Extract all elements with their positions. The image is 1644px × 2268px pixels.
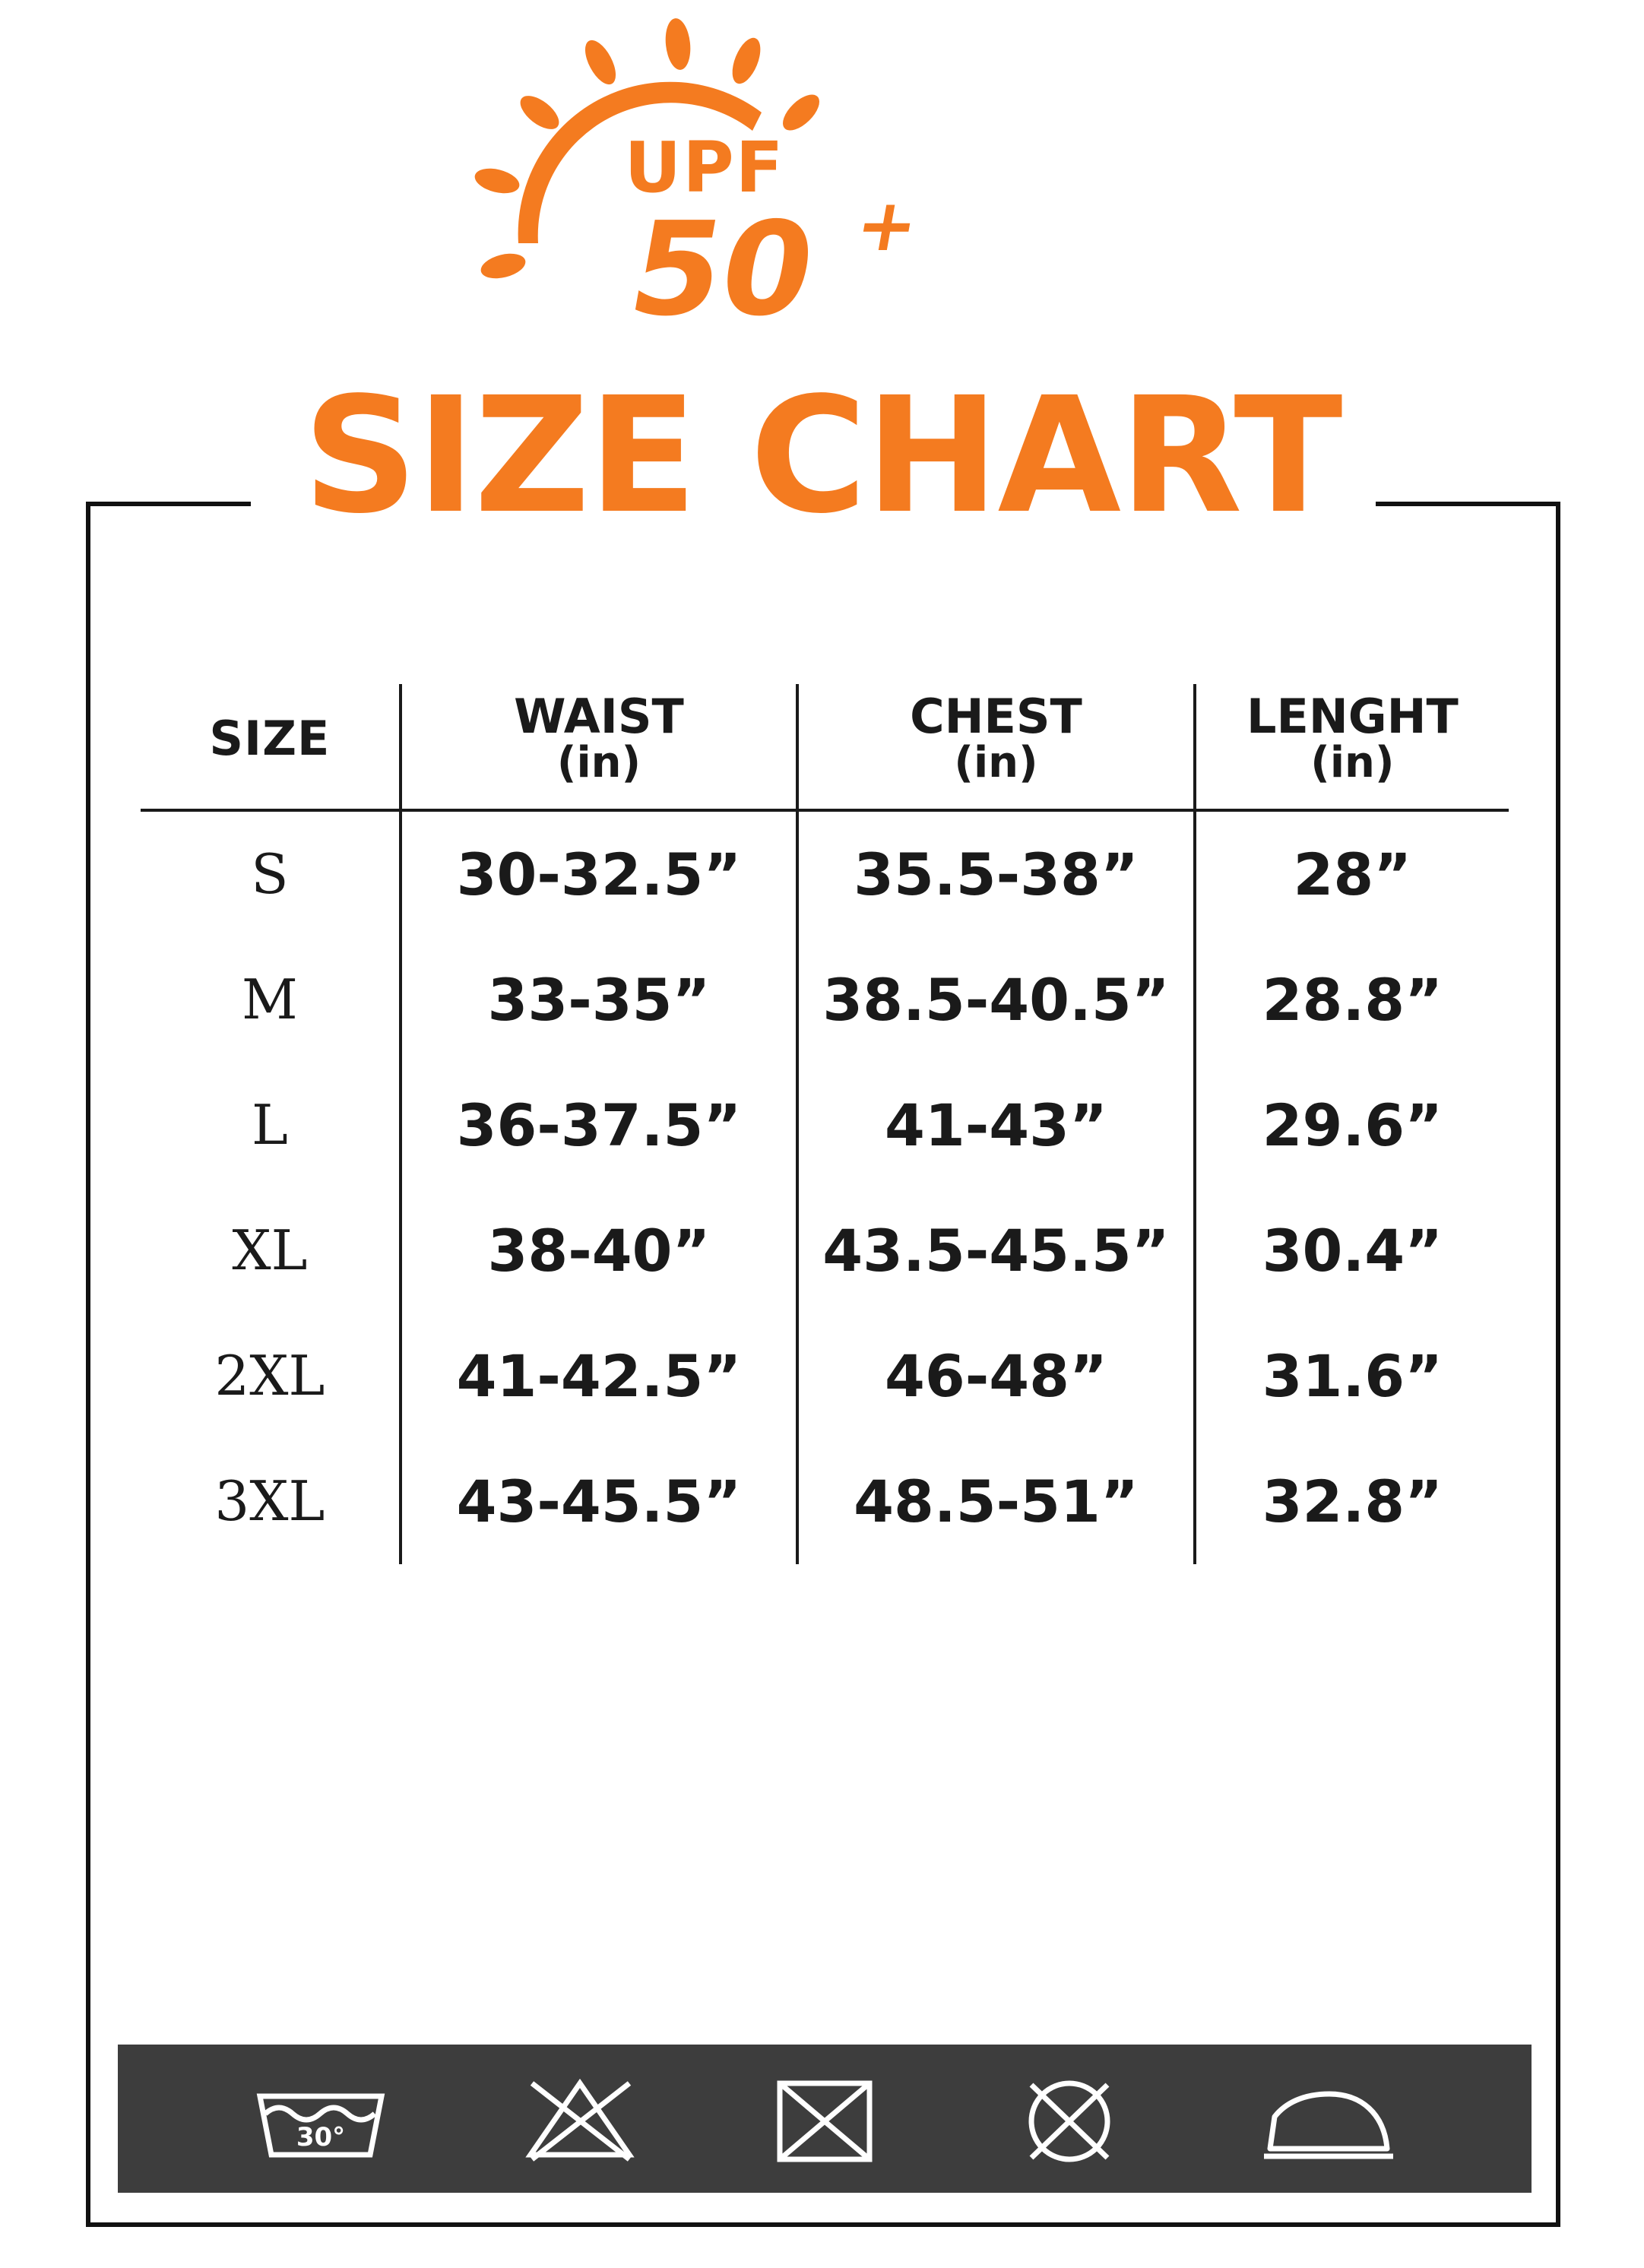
page-title: SIZE CHART xyxy=(303,363,1341,549)
cell-size: M xyxy=(241,968,298,1032)
table-row xyxy=(141,1063,1509,1188)
size-chart-table xyxy=(141,684,1509,1564)
cell-length: 28.8” xyxy=(1195,937,1509,1063)
table-body xyxy=(141,810,1509,1564)
cell-chest: 48.5-51” xyxy=(797,1439,1195,1564)
cell-chest: 43.5-45.5” xyxy=(797,1188,1195,1313)
cell-chest: 41-43” xyxy=(797,1063,1195,1188)
column-header-waist-unit: (in) xyxy=(556,738,641,788)
column-header-waist xyxy=(401,684,798,810)
column-header-chest xyxy=(797,684,1195,810)
cell-length: 31.6” xyxy=(1195,1313,1509,1439)
column-header-waist-label: WAIST xyxy=(514,689,684,744)
column-header-length xyxy=(1195,684,1509,810)
upf-plus: + xyxy=(848,184,924,268)
cell-waist: 41-42.5” xyxy=(401,1313,798,1439)
upf-badge xyxy=(0,15,1644,365)
table-row xyxy=(141,810,1509,937)
cell-waist: 36-37.5” xyxy=(401,1063,798,1188)
size-chart-table-wrapper xyxy=(141,684,1509,1564)
cell-size: S xyxy=(251,842,289,907)
table-header-row xyxy=(141,684,1509,810)
table-row xyxy=(141,937,1509,1063)
cell-waist: 38-40” xyxy=(401,1188,798,1313)
do-not-tumble-dry-icon xyxy=(768,2070,882,2168)
do-not-bleach-icon xyxy=(523,2070,637,2168)
cell-waist: 30-32.5” xyxy=(401,810,798,937)
cell-size: L xyxy=(251,1093,288,1158)
cell-length: 30.4” xyxy=(1195,1188,1509,1313)
table-header xyxy=(141,684,1509,810)
cell-length: 28” xyxy=(1195,810,1509,937)
cell-chest: 38.5-40.5” xyxy=(797,937,1195,1063)
table-row xyxy=(141,1188,1509,1313)
cell-waist: 43-45.5” xyxy=(401,1439,798,1564)
cell-size: 2XL xyxy=(214,1344,325,1408)
table-row xyxy=(141,1313,1509,1439)
upf-label: UPF xyxy=(624,127,785,208)
upf-value: 50 xyxy=(619,195,825,345)
cell-size: XL xyxy=(232,1218,308,1283)
care-instructions-bar xyxy=(118,2045,1532,2193)
cell-waist: 33-35” xyxy=(401,937,798,1063)
cell-chest: 35.5-38” xyxy=(797,810,1195,937)
column-header-chest-label: CHEST xyxy=(910,689,1082,744)
table-row xyxy=(141,1439,1509,1564)
cell-length: 29.6” xyxy=(1195,1063,1509,1188)
wash-temp-label: 30° xyxy=(296,2121,345,2152)
column-header-size: SIZE xyxy=(209,711,331,767)
cell-size: 3XL xyxy=(214,1469,325,1534)
cell-chest: 46-48” xyxy=(797,1313,1195,1439)
iron-icon xyxy=(1256,2070,1401,2168)
column-header-length-unit: (in) xyxy=(1310,738,1395,788)
column-header-length-label: LENGHT xyxy=(1246,689,1459,744)
wash-30-icon xyxy=(249,2070,393,2168)
column-header-chest-unit: (in) xyxy=(954,738,1038,788)
do-not-dry-clean-icon xyxy=(1012,2070,1126,2168)
cell-length: 32.8” xyxy=(1195,1439,1509,1564)
